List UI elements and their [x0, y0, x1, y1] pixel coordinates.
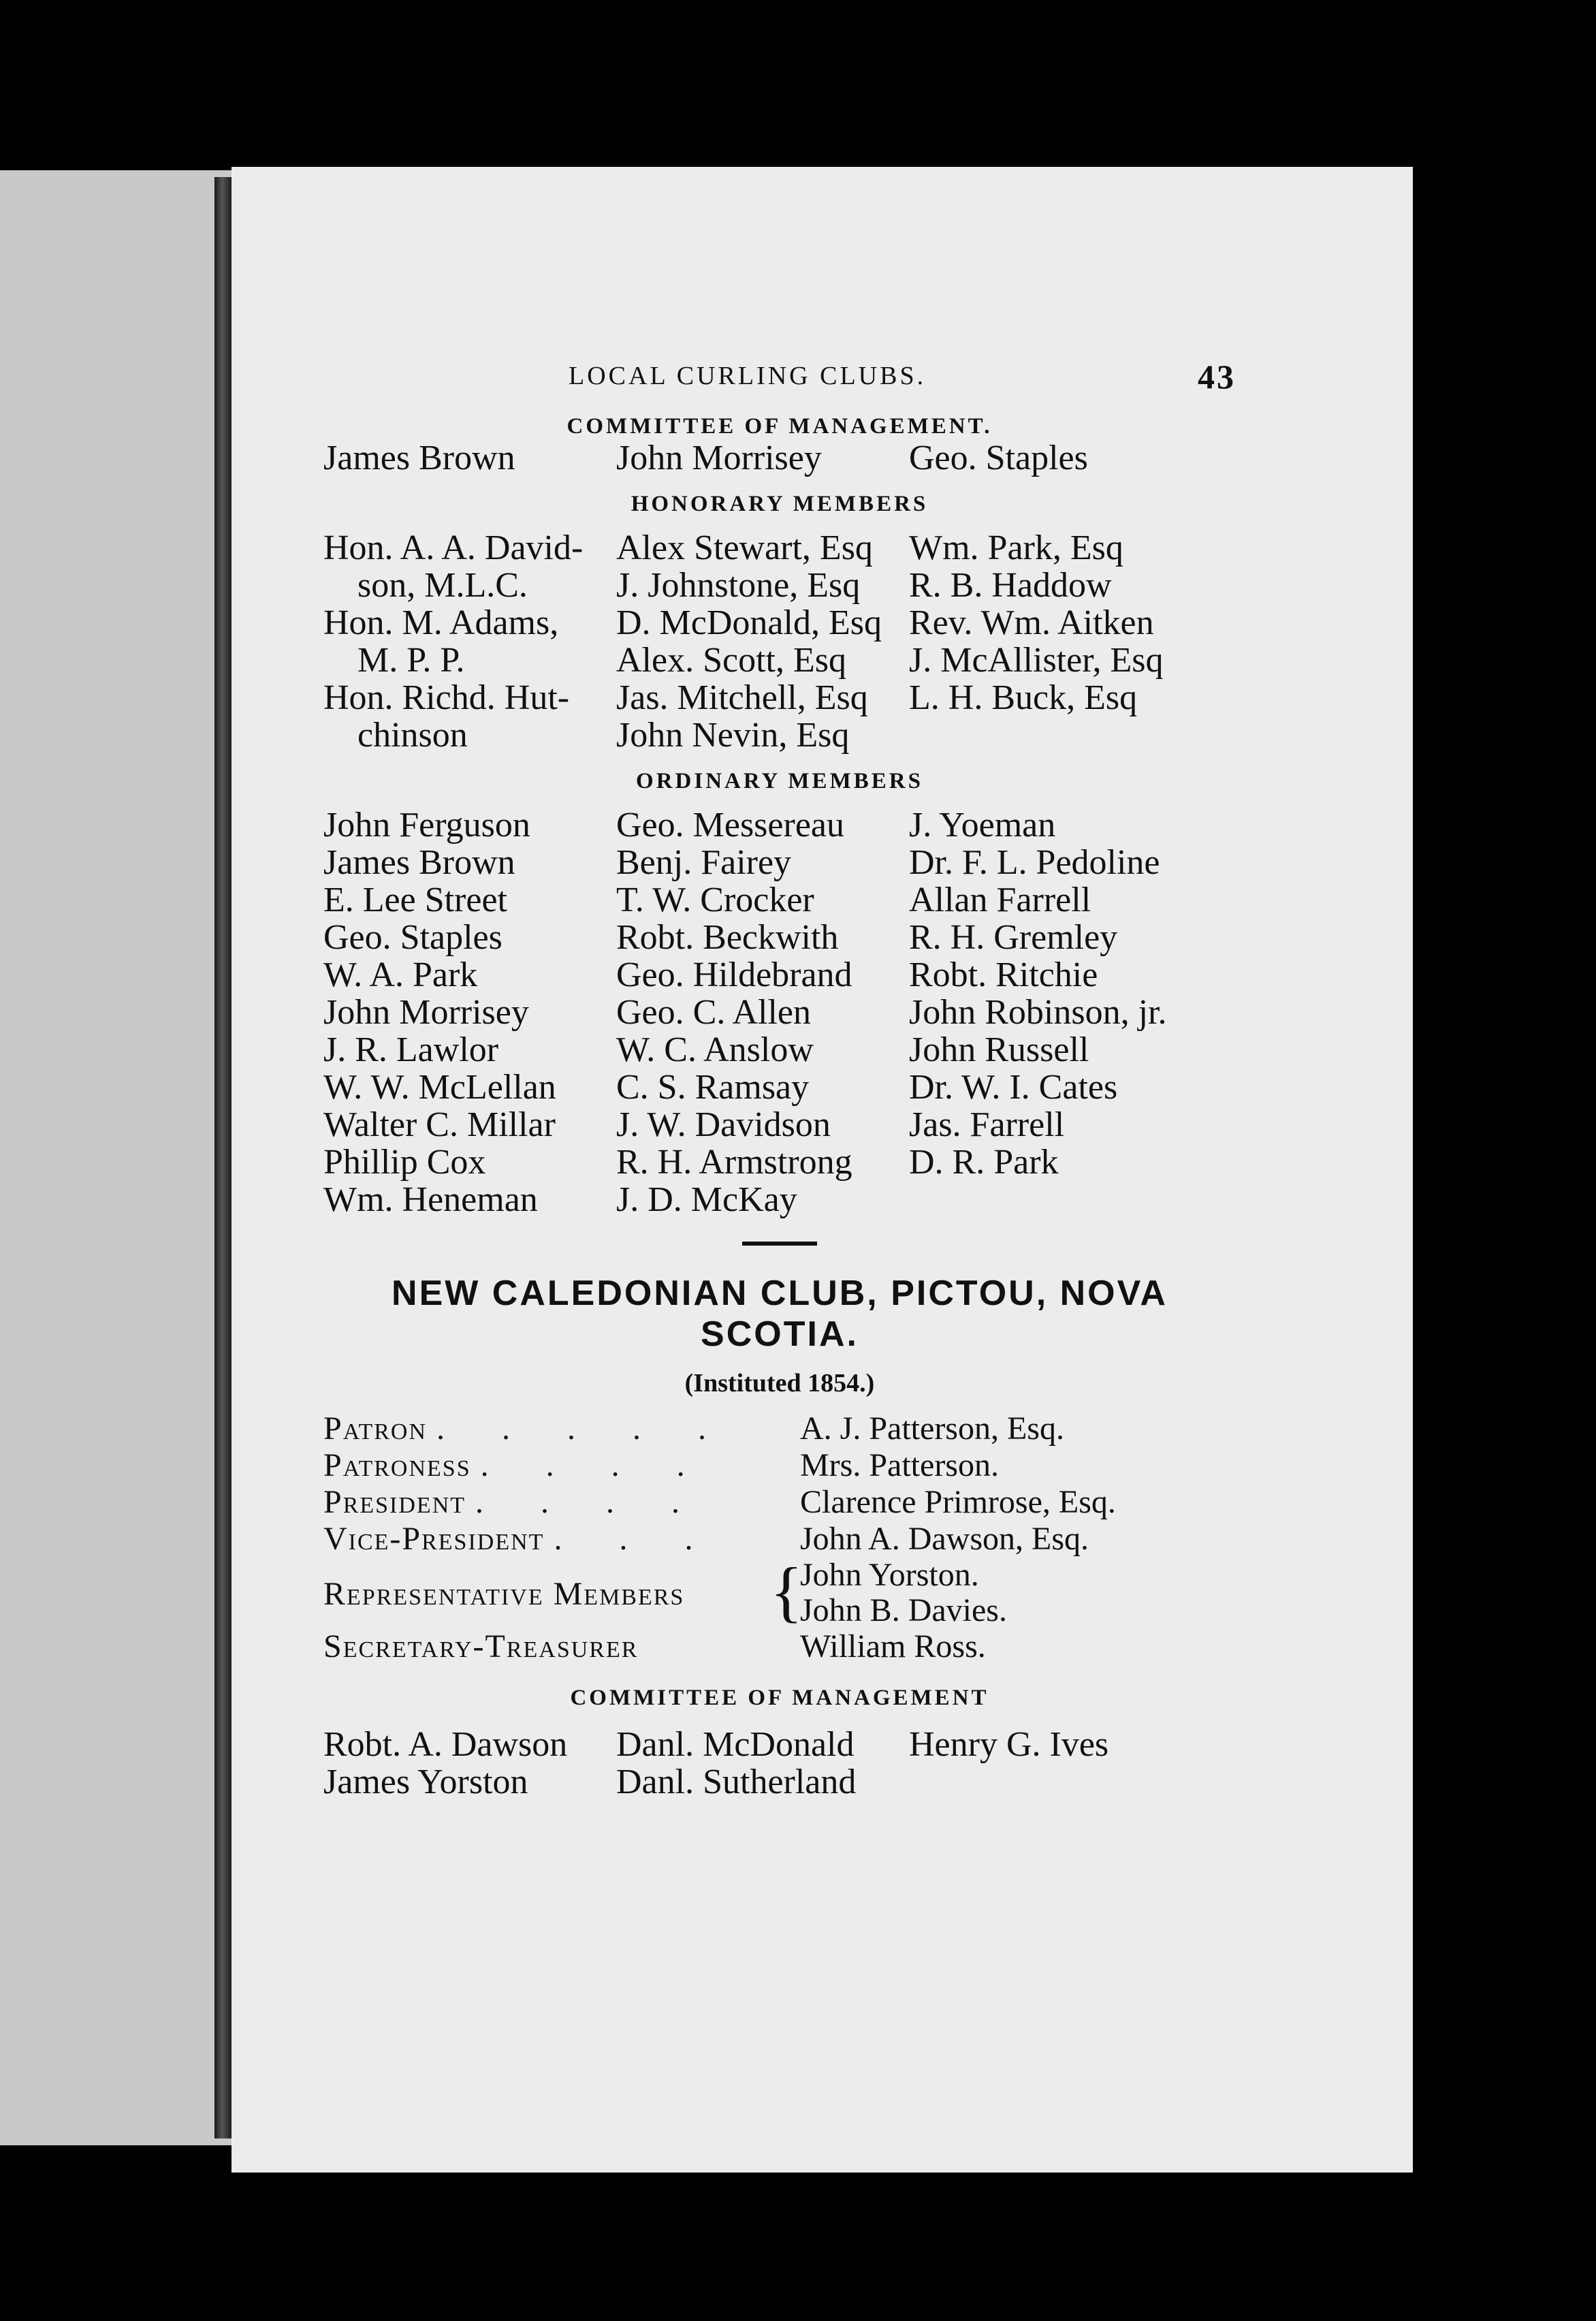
- member-name: J. D. McKay: [616, 1180, 797, 1219]
- ordinary-row: [323, 1106, 1236, 1143]
- member-name: M. P. P.: [357, 641, 465, 680]
- honorary-row: [323, 567, 1236, 604]
- member-name: C. S. Ramsay: [616, 1068, 810, 1107]
- member-name: Wm. Heneman: [323, 1180, 538, 1219]
- ordinary-row: [323, 994, 1236, 1031]
- member-name: chinson: [357, 716, 468, 755]
- member-name: James Yorston: [323, 1763, 528, 1801]
- officer-row: [323, 1484, 1236, 1521]
- officer-row: [323, 1447, 1236, 1484]
- section-divider: [742, 1242, 817, 1246]
- member-name: Robt. Ritchie: [909, 956, 1098, 994]
- officer-role: Patron: [323, 1410, 428, 1447]
- officer-row: [323, 1628, 1236, 1665]
- ordinary-row: [323, 806, 1236, 844]
- member-name: L. H. Buck, Esq: [909, 678, 1138, 717]
- member-name: Robt. A. Dawson: [323, 1725, 568, 1764]
- member-name: John Nevin, Esq: [616, 716, 850, 755]
- officer-row: [323, 1410, 1236, 1447]
- member-name: Dr. F. L. Pedoline: [909, 843, 1160, 882]
- member-name: R. H. Gremley: [909, 918, 1118, 957]
- member-name: R. H. Armstrong: [616, 1143, 852, 1182]
- member-name: James Brown: [323, 843, 515, 882]
- ordinary-row: [323, 844, 1236, 881]
- honorary-row: [323, 716, 1236, 754]
- member-name: John Ferguson: [323, 806, 530, 844]
- page-content: [323, 358, 1236, 1801]
- member-name: Benj. Fairey: [616, 843, 792, 882]
- committee-row: [323, 1763, 1236, 1801]
- page-number: 43: [1198, 358, 1236, 396]
- committee-list: [323, 439, 1236, 477]
- member-name: Dr. W. I. Cates: [909, 1068, 1118, 1107]
- officer-role: President: [323, 1484, 466, 1520]
- ordinary-heading: ORDINARY MEMBERS: [636, 769, 923, 793]
- member-name: J. R. Lawlor: [323, 1030, 499, 1069]
- officer-name: Mrs. Patterson.: [800, 1447, 999, 1483]
- member-name: Geo. Messereau: [616, 806, 844, 844]
- member-name: D. McDonald, Esq: [616, 603, 882, 642]
- member-name: [909, 1181, 1236, 1218]
- leader-dots: . . .: [554, 1521, 718, 1557]
- instituted-note: (Instituted 1854.): [684, 1369, 875, 1398]
- officer-name: Clarence Primrose, Esq.: [800, 1484, 1116, 1520]
- member-name: W. A. Park: [323, 956, 478, 994]
- member-name: Rev. Wm. Aitken: [909, 603, 1154, 642]
- honorary-row: [323, 642, 1236, 679]
- officer-name: John Yorston.: [800, 1557, 979, 1593]
- member-name: Phillip Cox: [323, 1143, 486, 1182]
- member-name: James Brown: [323, 439, 515, 477]
- committee-heading: COMMITTEE OF MANAGEMENT.: [566, 414, 993, 439]
- member-name: Danl. Sutherland: [616, 1763, 857, 1801]
- ordinary-row: [323, 1143, 1236, 1181]
- member-name: Alex Stewart, Esq: [616, 528, 873, 567]
- member-name: John Morrisey: [323, 993, 529, 1032]
- member-name: Allan Farrell: [909, 881, 1091, 919]
- member-name: E. Lee Street: [323, 881, 507, 919]
- member-name: T. W. Crocker: [616, 881, 814, 919]
- member-name: Jas. Mitchell, Esq: [616, 678, 868, 717]
- officer-role: Vice-President: [323, 1521, 545, 1557]
- member-name: Walter C. Millar: [323, 1105, 556, 1144]
- ordinary-row: [323, 956, 1236, 994]
- committee-row: [323, 439, 1236, 477]
- member-name: Henry G. Ives: [909, 1725, 1109, 1764]
- member-name: John Morrisey: [616, 439, 822, 477]
- member-name: W. C. Anslow: [616, 1030, 814, 1069]
- member-name: son, M.L.C.: [357, 566, 528, 605]
- honorary-row: [323, 604, 1236, 642]
- club-committee-heading: COMMITTEE OF MANAGEMENT: [570, 1686, 989, 1710]
- officer-name: John B. Davies.: [800, 1592, 1007, 1628]
- representatives-row: [323, 1553, 1236, 1629]
- member-name: Geo. Staples: [323, 918, 502, 957]
- committee-row: [323, 1726, 1236, 1763]
- honorary-heading: HONORARY MEMBERS: [631, 492, 929, 516]
- book-binding: [214, 177, 234, 2138]
- member-name: Hon. A. A. David-: [323, 528, 584, 567]
- honorary-list: [323, 529, 1236, 754]
- running-title: LOCAL CURLING CLUBS.: [569, 362, 927, 390]
- member-name: J. W. Davidson: [616, 1105, 831, 1144]
- member-name: J. McAllister, Esq: [909, 641, 1164, 680]
- previous-page-edge: [0, 170, 242, 2145]
- member-name: D. R. Park: [909, 1143, 1059, 1182]
- officer-name: A. J. Patterson, Esq.: [800, 1410, 1064, 1447]
- member-name: Robt. Beckwith: [616, 918, 839, 957]
- member-name: R. B. Haddow: [909, 566, 1112, 605]
- officer-role: Secretary-Treasurer: [323, 1628, 639, 1664]
- member-name: Danl. McDonald: [616, 1725, 855, 1764]
- club-committee-list: [323, 1726, 1236, 1801]
- ordinary-row: [323, 1181, 1236, 1218]
- ordinary-row: [323, 881, 1236, 919]
- member-name: John Robinson, jr.: [909, 993, 1167, 1032]
- club-title: NEW CALEDONIAN CLUB, PICTOU, NOVA SCOTIA.: [392, 1274, 1168, 1354]
- honorary-row: [323, 529, 1236, 567]
- officer-role: Patroness: [323, 1447, 471, 1483]
- member-name: [909, 1763, 1236, 1801]
- member-name: Wm. Park, Esq: [909, 528, 1123, 567]
- member-name: Hon. Richd. Hut-: [323, 678, 570, 717]
- member-name: John Russell: [909, 1030, 1089, 1069]
- officer-row: [323, 1521, 1236, 1558]
- officer-name: William Ross.: [800, 1628, 986, 1664]
- member-name: Alex. Scott, Esq: [616, 641, 846, 680]
- ordinary-row: [323, 1031, 1236, 1069]
- leader-dots: . . . . .: [436, 1410, 731, 1447]
- ordinary-row: [323, 1069, 1236, 1106]
- member-name: J. Yoeman: [909, 806, 1056, 844]
- ordinary-row: [323, 919, 1236, 956]
- member-name: Jas. Farrell: [909, 1105, 1065, 1144]
- honorary-row: [323, 679, 1236, 716]
- officer-name: John A. Dawson, Esq.: [800, 1521, 1089, 1557]
- member-name: Geo. C. Allen: [616, 993, 811, 1032]
- running-head: [323, 358, 1236, 402]
- book-page: [232, 167, 1413, 2173]
- officer-role: Representative Members: [323, 1576, 685, 1612]
- ordinary-list: [323, 806, 1236, 1218]
- brace-glyph: {: [770, 1553, 804, 1629]
- member-name: W. W. McLellan: [323, 1068, 556, 1107]
- leader-dots: . . . .: [480, 1447, 709, 1483]
- leader-dots: . . . .: [475, 1484, 705, 1520]
- member-name: Geo. Staples: [909, 439, 1088, 477]
- officers-list: [323, 1410, 1236, 1665]
- member-name: J. Johnstone, Esq: [616, 566, 861, 605]
- member-name: Geo. Hildebrand: [616, 956, 852, 994]
- member-name: Hon. M. Adams,: [323, 603, 559, 642]
- member-name: [909, 716, 1236, 754]
